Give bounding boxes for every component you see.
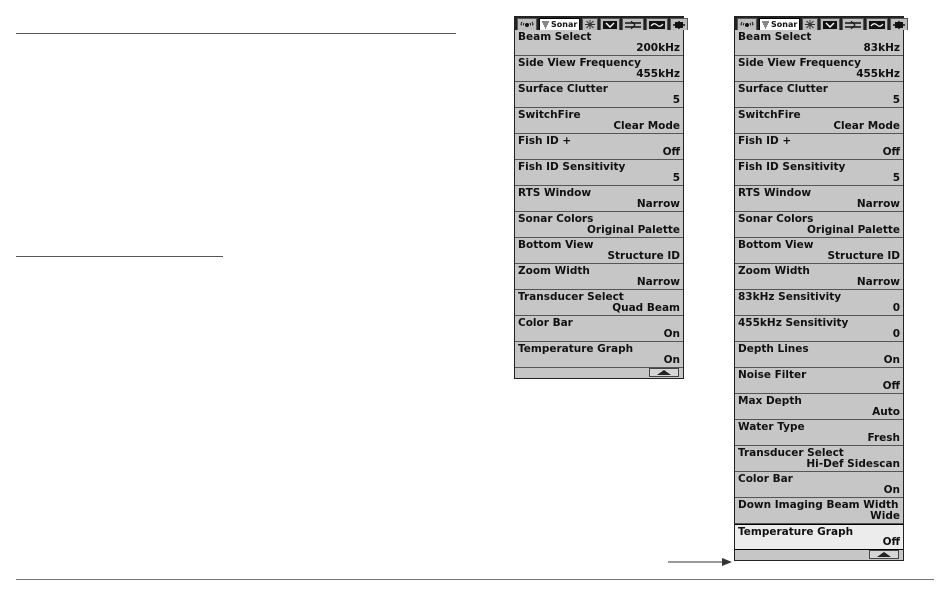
menu-item-value: Clear Mode (833, 120, 900, 132)
setup-tab[interactable] (802, 18, 818, 30)
scroll-up-button[interactable] (649, 368, 679, 377)
alarms-tab[interactable] (600, 18, 620, 30)
sonar-tab[interactable] (539, 18, 580, 30)
tab-label: Sonar (771, 19, 798, 29)
menu-item-list (735, 30, 903, 550)
accessories-tab[interactable] (890, 18, 908, 30)
setup-tab[interactable] (582, 18, 598, 30)
menu-item-zoom-width[interactable] (735, 264, 903, 290)
menu-item-value: Structure ID (827, 250, 900, 262)
menu-item-label: Transducer Select (738, 447, 844, 459)
menu-item-label: Sonar Colors (738, 213, 814, 225)
menu-item-value: 5 (672, 94, 680, 106)
menu-item-side-view-frequency[interactable] (735, 56, 903, 82)
menu-item-color-bar[interactable] (515, 316, 683, 342)
menu-item-value: Original Palette (586, 224, 680, 236)
menu-item-label: Depth Lines (738, 343, 809, 355)
menu-item-label: Max Depth (738, 395, 802, 407)
menu-item-value: Original Palette (806, 224, 900, 236)
accessories-icon (673, 21, 685, 29)
menu-item-value: Narrow (636, 198, 680, 210)
alarms-icon (603, 21, 617, 29)
menu-item-value: 0 (892, 302, 900, 314)
menu-item-value: Quad Beam (612, 302, 680, 314)
menu-item-value: Narrow (856, 198, 900, 210)
menu-item-color-bar[interactable] (735, 472, 903, 498)
chart-icon (869, 21, 885, 29)
sonar-menu-panel-left (514, 16, 684, 379)
menu-item-surface-clutter[interactable] (515, 82, 683, 108)
menu-item-label: Side View Frequency (518, 57, 641, 69)
menu-item-value: 5 (892, 172, 900, 184)
menu-item-transducer-select[interactable] (515, 290, 683, 316)
menu-item-value: Structure ID (607, 250, 680, 262)
menu-item-bottom-view[interactable] (735, 238, 903, 264)
menu-item-value: 455kHz (856, 68, 900, 80)
menu-item-water-type[interactable] (735, 420, 903, 446)
menu-item-sonar-colors[interactable] (515, 212, 683, 238)
menu-item-label: RTS Window (518, 187, 592, 199)
sonar-view-tab[interactable] (737, 18, 757, 30)
accessories-tab[interactable] (670, 18, 688, 30)
menu-item-value: Wide (870, 510, 900, 522)
menu-item-value: On (883, 354, 900, 366)
menu-item-label: Noise Filter (738, 369, 807, 381)
menu-item-label: Temperature Graph (738, 526, 854, 538)
menu-item-label: Water Type (738, 421, 805, 433)
menu-item-value: On (883, 484, 900, 496)
menu-item-label: Fish ID Sensitivity (738, 161, 846, 173)
scroll-indicator (735, 550, 903, 560)
menu-item-label: Bottom View (738, 239, 814, 251)
bottom-rule (16, 579, 934, 580)
alarms-icon (823, 21, 837, 29)
menu-item-value: On (663, 354, 680, 366)
sonar-icon (542, 21, 549, 29)
menu-item-label: Fish ID Sensitivity (518, 161, 626, 173)
menu-item-label: SwitchFire (738, 109, 801, 121)
menu-item-label: SwitchFire (518, 109, 581, 121)
menu-item-temperature-graph[interactable] (515, 342, 683, 368)
menu-item-fish-id-sensitivity[interactable] (735, 160, 903, 186)
chart-tab[interactable] (866, 18, 888, 30)
menu-item-label: Surface Clutter (738, 83, 828, 95)
menu-item-transducer-select[interactable] (735, 446, 903, 472)
menu-item-label: Beam Select (738, 31, 812, 43)
menu-item-noise-filter[interactable] (735, 368, 903, 394)
menu-item-label: 83kHz Sensitivity (738, 291, 842, 303)
chart-icon (649, 21, 665, 29)
menu-item-down-imaging-beam-width[interactable] (735, 498, 903, 524)
menu-item-beam-select[interactable] (735, 30, 903, 56)
accessories-icon (893, 21, 905, 29)
menu-item-label: Color Bar (518, 317, 573, 329)
menu-item-label: Color Bar (738, 473, 793, 485)
menu-item-value: Off (882, 536, 900, 548)
navigation-tab[interactable] (842, 18, 864, 30)
menu-item-label: RTS Window (738, 187, 812, 199)
menu-item-value: Narrow (856, 276, 900, 288)
menu-item-side-view-frequency[interactable] (515, 56, 683, 82)
sonar-tab[interactable] (759, 18, 800, 30)
menu-item-label: Down Imaging Beam Width (738, 499, 899, 511)
sonar-view-icon (740, 21, 754, 29)
menu-item-value: 455kHz (636, 68, 680, 80)
menu-item-value: 83kHz (863, 42, 900, 54)
menu-item-bottom-view[interactable] (515, 238, 683, 264)
menu-item-rts-window[interactable] (515, 186, 683, 212)
sonar-view-tab[interactable] (517, 18, 537, 30)
menu-item-label: Beam Select (518, 31, 592, 43)
menu-item-label: Sonar Colors (518, 213, 594, 225)
top-rule (16, 33, 456, 34)
callout-arrow (668, 556, 734, 568)
alarms-tab[interactable] (820, 18, 840, 30)
navigation-icon (625, 21, 641, 29)
menu-item-label: Side View Frequency (738, 57, 861, 69)
menu-item-rts-window[interactable] (735, 186, 903, 212)
menu-item-value: Clear Mode (613, 120, 680, 132)
menu-item-depth-lines[interactable] (735, 342, 903, 368)
sonar-view-icon (520, 21, 534, 29)
menu-item-label: Bottom View (518, 239, 594, 251)
menu-item-value: 200kHz (636, 42, 680, 54)
menu-item-label: 455kHz Sensitivity (738, 317, 849, 329)
menu-item-label: Zoom Width (518, 265, 590, 277)
menu-item-fish-id[interactable] (735, 134, 903, 160)
menu-item-sonar-colors[interactable] (735, 212, 903, 238)
chart-tab[interactable] (646, 18, 668, 30)
menu-item-value: On (663, 328, 680, 340)
tab-label: Sonar (551, 19, 578, 29)
menu-item-label: Fish ID + (738, 135, 792, 147)
menu-item-455khz-sensitivity[interactable] (735, 316, 903, 342)
menu-item-value: Narrow (636, 276, 680, 288)
scroll-up-button[interactable] (869, 550, 899, 559)
menu-item-switchfire[interactable] (735, 108, 903, 134)
menu-item-zoom-width[interactable] (515, 264, 683, 290)
menu-item-temperature-graph[interactable] (735, 524, 903, 550)
menu-item-83khz-sensitivity[interactable] (735, 290, 903, 316)
menu-item-value: 5 (892, 94, 900, 106)
menu-item-value: Off (662, 146, 680, 158)
menu-item-value: Hi-Def Sidescan (806, 458, 900, 470)
menu-item-label: Surface Clutter (518, 83, 608, 95)
menu-item-value: 0 (892, 328, 900, 340)
navigation-icon (845, 21, 861, 29)
menu-item-surface-clutter[interactable] (735, 82, 903, 108)
menu-item-value: 5 (672, 172, 680, 184)
menu-item-label: Fish ID + (518, 135, 572, 147)
menu-tab-bar (735, 17, 903, 30)
menu-item-max-depth[interactable] (735, 394, 903, 420)
menu-item-fish-id[interactable] (515, 134, 683, 160)
sonar-icon (762, 21, 769, 29)
menu-item-value: Off (882, 146, 900, 158)
setup-icon (805, 20, 815, 29)
menu-item-label: Zoom Width (738, 265, 810, 277)
setup-icon (585, 20, 595, 29)
menu-item-fish-id-sensitivity[interactable] (515, 160, 683, 186)
navigation-tab[interactable] (622, 18, 644, 30)
menu-item-label: Temperature Graph (518, 343, 634, 355)
menu-item-beam-select[interactable] (515, 30, 683, 56)
menu-item-value: Off (882, 380, 900, 392)
menu-item-label: Transducer Select (518, 291, 624, 303)
menu-tab-bar (515, 17, 683, 30)
menu-item-value: Auto (872, 406, 900, 418)
scroll-indicator (515, 368, 683, 378)
scroll-arrow-icon (657, 370, 671, 375)
menu-item-switchfire[interactable] (515, 108, 683, 134)
menu-item-list (515, 30, 683, 368)
sonar-menu-panel-right (734, 16, 904, 561)
menu-item-value: Fresh (867, 432, 900, 444)
scroll-arrow-icon (877, 552, 891, 557)
section-rule (16, 256, 223, 257)
